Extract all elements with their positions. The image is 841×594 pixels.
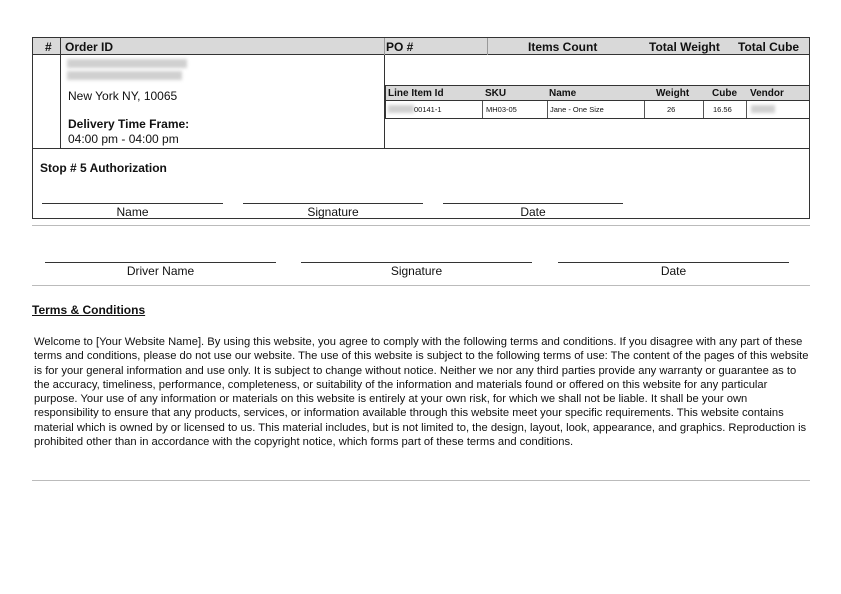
header-sku: SKU — [485, 88, 507, 99]
divider — [32, 285, 810, 286]
header-total-weight: Total Weight — [649, 40, 720, 54]
driver-name-label: Driver Name — [126, 264, 195, 278]
date-signature-line — [443, 203, 623, 204]
delivery-time-label: Delivery Time Frame: — [68, 117, 190, 131]
driver-date-line — [558, 262, 789, 263]
column-divider — [60, 55, 61, 148]
stop-signature-label: Signature — [307, 205, 359, 219]
driver-date-label: Date — [660, 264, 687, 278]
driver-signature-line — [301, 262, 532, 263]
stop-authorization-title: Stop # 5 Authorization — [40, 161, 167, 175]
terms-title: Terms & Conditions — [32, 303, 146, 317]
order-table-header — [33, 38, 809, 55]
column-divider — [60, 38, 61, 55]
cell-cube: 16.56 — [713, 105, 732, 114]
signature-line — [243, 203, 423, 204]
header-number: # — [45, 40, 52, 54]
header-name: Name — [549, 88, 577, 99]
driver-signature-label: Signature — [390, 264, 443, 278]
address-city: New York NY, 10065 — [68, 89, 178, 103]
order-table — [32, 37, 810, 219]
divider — [32, 480, 810, 481]
redacted-line-item-prefix — [388, 105, 414, 113]
stop-name-label: Name — [116, 205, 149, 219]
cell-divider — [547, 101, 548, 118]
column-divider — [384, 38, 385, 55]
header-vendor: Vendor — [750, 88, 784, 99]
redacted-name — [67, 59, 187, 68]
divider — [32, 225, 810, 226]
driver-name-line — [45, 262, 276, 263]
line-items-table — [385, 85, 810, 119]
header-cube: Cube — [712, 88, 737, 99]
row-divider — [33, 148, 809, 149]
name-signature-line — [42, 203, 223, 204]
terms-body: Welcome to [Your Website Name]. By using this website, you agree to comply with the following terms and conditions. If you disagree with any part of these terms and conditions, please do not use our website. The use of this website is subject to the following terms of use: The content of the pages of this website is for your general information and use only. It is subject to change without notice. Neither we nor any third parties provide any warranty or guarantee as to the accuracy, timeliness, performance, completeness, or suitability of the information and materials found or offered on this website for any particular purpose. Your use of any information or materials on this website is entirely at your own risk, for which we shall not be liable. It shall be your own responsibility to ensure that any products, services, or information available through this website meet your specific requirements. This website contains material which is owned by or licensed to us. This material includes, but is not limited to, the design, layout, look, appearance, and graphics. Reproduction is prohibited other than in accordance with the copyright notice, which forms part of these terms and conditions. — [34, 336, 809, 449]
stop-date-label: Date — [520, 205, 546, 219]
line-items-header — [386, 86, 809, 101]
header-po: PO # — [386, 40, 414, 54]
cell-divider — [703, 101, 704, 118]
cell-divider — [482, 101, 483, 118]
cell-divider — [644, 101, 645, 118]
redacted-vendor — [751, 105, 775, 113]
cell-sku: MH03-05 — [486, 105, 517, 114]
cell-line-item-id: 00141-1 — [414, 105, 442, 114]
cell-name: Jane - One Size — [550, 105, 604, 114]
header-line-item-id: Line Item Id — [388, 88, 444, 99]
cell-weight: 26 — [667, 105, 676, 114]
redacted-street — [67, 71, 182, 80]
header-items-count: Items Count — [528, 40, 598, 54]
header-total-cube: Total Cube — [738, 40, 800, 54]
delivery-time-value: 04:00 pm - 04:00 pm — [68, 132, 179, 146]
cell-divider — [746, 101, 747, 118]
header-weight: Weight — [656, 88, 690, 99]
column-divider — [487, 38, 488, 55]
header-order-id: Order ID — [65, 40, 114, 54]
